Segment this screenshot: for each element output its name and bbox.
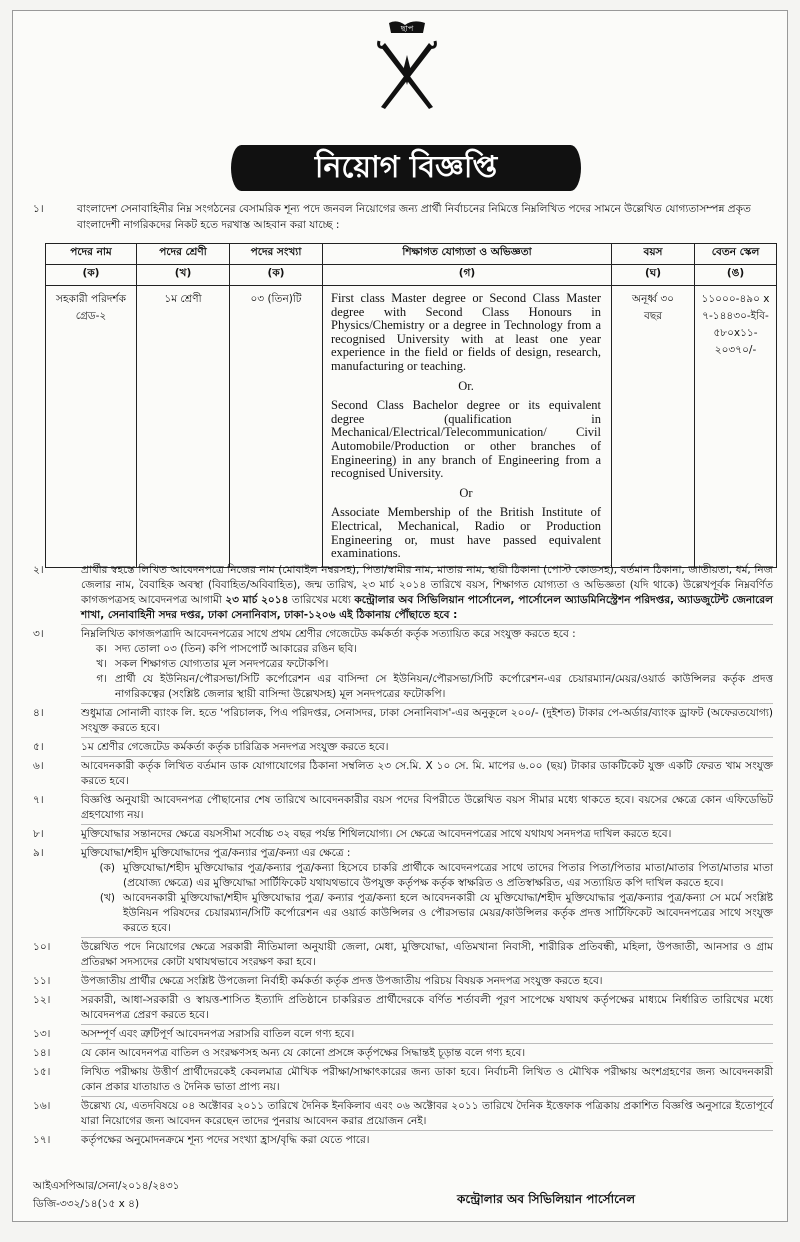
qualification-option-2: Second Class Bachelor degree or its equivalent degree (qualification in Mechanical/Electrical/Telecommunication/ Civil Automobile/Production or other branches of Engineering) in any branch of Engineering from a recognised University.: [331, 398, 601, 481]
item-number: ১২।: [33, 994, 51, 1006]
col-pay-scale: বেতন স্কেল: [695, 244, 777, 265]
item-number: ২।: [33, 564, 44, 576]
item-number: ১০।: [33, 941, 51, 953]
item-text: মুক্তিযোদ্ধার সন্তানদের ক্ষেত্রে বয়সসীমা সর্বোচ্চ ৩২ বছর পর্যন্ত শিথিলযোগ্য। সে ক্ষেত্রে আবেদনপত্রের সাথে যথাযথ সনদপত্র দাখিল করতে হবে।: [81, 828, 672, 840]
recruitment-notice: [12, 10, 788, 1222]
item-number: ১৩।: [33, 1028, 51, 1040]
qualification-option-1: First class Master degree or Second Class Master degree with Second Class Honours in Physics/Chemistry or a degree in Technology from a recognised University with at least one year experience in the field or fields of design, research, manufacturing or teaching.: [331, 291, 601, 373]
submission-address: কন্ট্রোলার অব সিভিলিয়ান পার্সোনেল, পার্সোনেল অ্যাডমিনিস্ট্রেশন পরিদপ্তর, অ্যাডজুটেন্ট জেনারেল শাখা, সেনাবাহিনী সদর দপ্তর, ঢাকা সেনানিবাস, ঢাকা-১২০৬ এই ঠিকানায় পৌঁছাতে হবে :: [81, 594, 773, 621]
post-name: সহকারী পরিদর্শক: [56, 293, 126, 305]
post-count-cell: ০৩ (তিন)টি: [230, 286, 323, 568]
list-item: [33, 1099, 773, 1129]
table-header-row: [46, 244, 777, 265]
sub-header: (ঙ): [695, 265, 777, 286]
signature-authority: কন্ট্রোলার অব সিভিলিয়ান পার্সোনেল: [457, 1192, 636, 1206]
post-class-cell: ১ম শ্রেণী: [137, 286, 230, 568]
item-text: উল্লেখিত পদে নিয়োগের ক্ষেত্রে সরকারী নীতিমালা অনুযায়ী জেলা, মেধা, মুক্তিযোদ্ধা, এতিমখানা নিবাসী, শারীরিক প্রতিবন্ধী, মহিলা, উপজাতী, আনসার ও গ্রাম প্রতিরক্ষা সদস্যদের কোটা যথাযথভাবে সংরক্ষণ করা হবে।: [81, 941, 773, 968]
divider: [81, 843, 773, 844]
pay-scale-line: ৭-১৪৪৩০-ইবি-: [702, 310, 769, 322]
pay-scale-cell: [695, 286, 777, 568]
item-number: ৭।: [33, 794, 44, 806]
emblem-text: ছাপ: [400, 24, 414, 33]
deadline-date: ২৩ মার্চ ২০১৪: [225, 594, 289, 606]
ispr-reference: আইএসপিআর/সেনা/২০১৪/২৪৩১: [33, 1180, 180, 1192]
list-item: [33, 706, 773, 736]
item-text: [81, 627, 773, 702]
divider: [81, 703, 773, 704]
age-limit: অনূর্ধ্ব ৩০: [631, 293, 675, 305]
item-text: ১ম শ্রেণীর গেজেটেড কর্মকর্তা কর্তৃক চারিত্রিক সনদপত্র সংযুক্ত করতে হবে।: [81, 741, 389, 753]
item-text: শুধুমাত্র সোনালী ব্যাংক লি. হতে 'পরিচালক, পিএ পরিদপ্তর, সেনাসদর, ঢাকা সেনানিবাস'-এর অনুকূলে ২০০/- (দুইশত) টাকার পে-অর্ডার/ব্যাংক ড্রাফট (অফেরতযোগ্য) সংযুক্ত করতে হবে।: [81, 707, 773, 734]
item-number: ১।: [33, 203, 44, 215]
col-qualification: শিক্ষাগত যোগ্যতা ও অভিজ্ঞতা: [323, 244, 612, 265]
item-number: ৩।: [33, 628, 44, 640]
col-post-class: পদের শ্রেণী: [137, 244, 230, 265]
item-text: আবেদনকারী কর্তৃক লিখিত বর্তমান ডাক যোগাযোগের ঠিকানা সম্বলিত ২৩ সে.মি. X ১০ সে. মি. মাপের ৬.০০ (ছয়) টাকার ডাকটিকেট যুক্ত একটি ফেরত খাম সংযুক্ত করতে হবে।: [81, 760, 773, 787]
item-text: অসম্পূর্ণ এবং ত্রুটিপূর্ণ আবেদনপত্র সরাসরি বাতিল বলে গণ্য হবে।: [81, 1028, 355, 1040]
divider: [81, 1096, 773, 1097]
pay-scale-line: ৫৮০x১১-: [713, 327, 758, 339]
sub-item-text: সদ্য তোলা ০৩ (তিন) কপি পাসপোর্ট আকারের রঙিন ছবি।: [115, 643, 358, 655]
item-number: ১৭।: [33, 1134, 51, 1146]
sub-header: (ক): [46, 265, 137, 286]
list-item: [33, 563, 773, 623]
col-post-name: পদের নাম: [46, 244, 137, 265]
vacancy-table: [45, 243, 777, 568]
item-number: ৪।: [33, 707, 44, 719]
item-number: ৫।: [33, 741, 44, 753]
list-item: [33, 993, 773, 1023]
divider: [81, 1043, 773, 1044]
page-title: নিয়োগ বিজ্ঞপ্তি: [231, 145, 581, 191]
age-unit: বছর: [644, 310, 662, 322]
list-item: [33, 1133, 773, 1148]
item-number: ৯।: [33, 847, 44, 859]
divider: [81, 971, 773, 972]
item-text-part: তারিখের মধ্যে: [288, 594, 355, 606]
post-name-cell: [46, 286, 137, 568]
item-text-part: প্রার্থীর স্বহস্তে লিখিত আবেদনপত্রে নিজের নাম (মোবাইল নম্বরসহ), পিতা/স্বামীর নাম, মাতার নাম, স্থায়ী ঠিকানা (পোস্ট কোডসহ), বর্তমান ঠিকানা, জাতীয়তা, ধর্ম, নিজ জেলার নাম, বৈবাহিক অবস্থা (বিবাহিত/অবিবাহিত), জন্ম তারিখ, ২৩ মার্চ ২০১৪ তারিখে বয়স, শিক্ষাগত যোগ্যতা ও অভিজ্ঞতা (যদি থাকে) উল্লেখপূর্বক নিম্নবর্ণিত কাগজপত্রসহ আবেদনপত্র আগামী: [81, 564, 773, 606]
divider: [81, 937, 773, 938]
item-number: ৮।: [33, 828, 44, 840]
sub-item-label: খ।: [96, 658, 107, 670]
pay-scale-line: ১১০০০-৪৯০ x: [701, 293, 770, 305]
item-text-part: নিম্নলিখিত কাগজপত্রাদি আবেদনপত্রের সাথে প্রথম শ্রেণীর গেজেটেড কর্মকর্তা কর্তৃক সত্যায়িত করে সংযুক্ত করতে হবে :: [81, 628, 576, 640]
intro-text: বাংলাদেশ সেনাবাহিনীর নিম্ন সংগঠনের বেসামরিক শূন্য পদে জনবল নিয়োগের জন্য প্রার্থী নির্বাচনের নিমিত্তে নিম্নলিখিত পদের সামনে উল্লেখিত যোগ্যতাসম্পন্ন প্রকৃত বাংলাদেশী নাগরিকদের নিকট হতে দরখাস্ত আহবান করা যাচ্ছে :: [77, 203, 751, 231]
item-number: ১৪।: [33, 1047, 51, 1059]
intro-paragraph: [33, 201, 763, 233]
list-item: [33, 846, 773, 936]
sub-item-text: আবেদনকারী মুক্তিযোদ্ধা/শহীদ মুক্তিযোদ্ধার পুত্র/ কন্যার পুত্র/কন্যা হলে আবেদনকারী যে মুক্তিযোদ্ধা/শহীদ মুক্তিযোদ্ধার পুত্র/কন্যার পুত্র/কন্যা সে মর্মে সংশ্লিষ্ট ইউনিয়ন পরিষদের চেয়ারম্যান/সিটি কর্পোরেশন এর ওয়ার্ড কাউন্সিলর ও পৌরসভার মেয়র/কাউন্সিলর কর্তৃক প্রদত্ত সার্টিফিকেট আবেদনপত্রের সাথে সংযুক্ত করতে হবে।: [123, 892, 773, 934]
sub-header: (খ): [137, 265, 230, 286]
post-grade: গ্রেড-২: [75, 310, 107, 322]
dg-reference: ডিজি-৩৩২/১৪(১৫ x ৪): [33, 1198, 140, 1210]
divider: [81, 624, 773, 625]
divider: [81, 1024, 773, 1025]
item-text: [81, 846, 773, 936]
sub-item-text: প্রার্থী যে ইউনিয়ন/পৌরসভা/সিটি কর্পোরেশন এর বাসিন্দা সে ইউনিয়ন/পৌরসভা/সিটি কর্পোরেশন-এর চেয়ারম্যান/মেয়র/ওয়ার্ড কাউন্সিলর কর্তৃক প্রদত্ত নাগরিকত্বের (সংশ্লিষ্ট জেলার স্থায়ী বাসিন্দা উল্লেখসহ) মূল সনদপত্রের ফটোকপি।: [115, 673, 773, 700]
item-number: ১৫।: [33, 1066, 51, 1078]
sub-item: [81, 861, 773, 891]
col-post-count: পদের সংখ্যা: [230, 244, 323, 265]
list-item: [33, 759, 773, 789]
col-age: বয়স: [612, 244, 695, 265]
item-text: উল্লেখ্য যে, এতদবিষয়ে ০৪ অক্টোবর ২০১১ তারিখে দৈনিক ইনকিলাব এবং ০৬ অক্টোবর ২০১১ তারিখে দৈনিক ইত্তেফাক পত্রিকায় প্রকাশিত বিজ্ঞপ্তি অনুসারে ইতোপূর্বে যারা নিয়োগের জন্য আবেদন করেছেন তাদের পুনরায় আবেদন করার প্রয়োজন নেই।: [81, 1100, 773, 1127]
sub-item-label: (ক): [99, 862, 115, 874]
sub-item-label: (খ): [99, 892, 115, 904]
item-text: যে কোন আবেদনপত্র বাতিল ও সংরক্ষণসহ অন্য যে কোনো প্রসঙ্গে কর্তৃপক্ষের সিদ্ধান্তই চূড়ান্ত বলে গণ্য হবে।: [81, 1047, 526, 1059]
list-item: [33, 793, 773, 823]
list-item: [33, 827, 773, 842]
item-text: বিজ্ঞপ্তি অনুযায়ী আবেদনপত্র পৌছানোর শেষ তারিখে আবেদনকারীর বয়স পদের বিপরীতে উল্লেখিত বয়স সীমার মধ্যে থাকতে হবে। বয়সের ক্ষেত্রে কোন এফিডেভিট গ্রহণযোগ্য নয়।: [81, 794, 773, 821]
qualification-cell: [323, 286, 612, 568]
list-item: [33, 1046, 773, 1061]
item-number: ১৬।: [33, 1100, 51, 1112]
sub-header: (গ): [323, 265, 612, 286]
sub-header: (ঘ): [612, 265, 695, 286]
or-separator: Or: [459, 485, 473, 500]
table-subheader-row: [46, 265, 777, 286]
item-text: কর্তৃপক্ষের অনুমোদনক্রমে শূন্য পদের সংখ্যা হ্রাস/বৃদ্ধি করা যেতে পারে।: [81, 1134, 370, 1146]
item-text: উপজাতীয় প্রার্থীর ক্ষেত্রে সংশ্লিষ্ট উপজেলা নির্বাহী কর্মকর্তা কর্তৃক প্রদত্ত উপজাতীয় পরিচয় বিষয়ক সনদপত্র সংযুক্ত করতে হবে।: [81, 975, 603, 987]
reference-numbers: [33, 1177, 179, 1213]
divider: [81, 824, 773, 825]
qualification-option-3: Associate Membership of the British Institute of Electrical, Mechanical, Radio or Production Engineering or, must have passed equivalent examinations.: [331, 505, 601, 561]
pay-scale-line: ২০৩৭০/-: [714, 344, 757, 356]
sub-item-label: ক।: [95, 643, 107, 655]
table-row: [46, 286, 777, 568]
divider: [81, 790, 773, 791]
sub-item: [81, 642, 773, 657]
item-number: ৬।: [33, 760, 44, 772]
conditions-list: [33, 563, 773, 1149]
divider: [81, 990, 773, 991]
item-text-part: মুক্তিযোদ্ধা/শহীদ মুক্তিযোদ্ধাদের পুত্র/কন্যার পুত্র/কন্যা এর ক্ষেত্রে :: [81, 847, 351, 859]
divider: [81, 1130, 773, 1131]
sub-item-text: মুক্তিযোদ্ধা/শহীদ মুক্তিযোদ্ধার পুত্র/কন্যার পুত্র/কন্যা হিসেবে চাকরি প্রার্থীকে আবেদনপত্রের সাথে তাদের পিতার পিতা/পিতার মাতা/মাতার পিতা/মাতার মাতা (প্রযোজ্য ক্ষেত্রে) এর মুক্তিযোদ্ধা সার্টিফিকেট যথাযথভাবে উপযুক্ত কর্তৃপক্ষ কর্তৃক স্বাক্ষরিত ও প্রতিস্বাক্ষরিত, এর সত্যায়িত কপি দাখিল করতে হবে।: [123, 862, 773, 889]
divider: [81, 1062, 773, 1063]
divider: [81, 737, 773, 738]
item-text: [81, 563, 773, 623]
divider: [81, 756, 773, 757]
sub-item-text: সকল শিক্ষাগত যোগ্যতার মূল সনদপত্রের ফটোকপি।: [115, 658, 329, 670]
list-item: [33, 940, 773, 970]
sub-item: [81, 891, 773, 936]
item-text: লিখিত পরীক্ষায় উত্তীর্ণ প্রার্থীদেরকেই কেবলমাত্র মৌখিক পরীক্ষা/সাক্ষাৎকারের জন্য ডাকা হবে। নির্বাচনী লিখিত ও মৌখিক পরীক্ষায় অংশগ্রহণের জন্য আবেদনকারী কোন প্রকার যাতায়াত ও দৈনিক ভাতা প্রাপ্য নয়।: [81, 1066, 773, 1093]
sub-item: [81, 672, 773, 702]
list-item: [33, 974, 773, 989]
item-text: সরকারী, আধা-সরকারী ও স্বায়ত্ত-শাসিত ইত্যাদি প্রতিষ্ঠানে চাকরিরত প্রার্থীদেরকে বর্ণিত শর্তাবলী পূরণ সাপেক্ষে যথাযথ কর্তৃপক্ষের মাধ্যমে নির্ধারিত তারিখের মধ্যে আবেদনপত্র প্রেরণ করতে হবে।: [81, 994, 773, 1021]
army-crossed-swords-emblem-icon: [375, 19, 439, 115]
list-item: [33, 627, 773, 702]
age-cell: [612, 286, 695, 568]
list-item: [33, 740, 773, 755]
sub-item-label: গ।: [96, 673, 107, 685]
sub-header: (ক): [230, 265, 323, 286]
item-number: ১১।: [33, 975, 51, 987]
list-item: [33, 1065, 773, 1095]
list-item: [33, 1027, 773, 1042]
or-separator: Or.: [458, 378, 474, 393]
sub-item: [81, 657, 773, 672]
